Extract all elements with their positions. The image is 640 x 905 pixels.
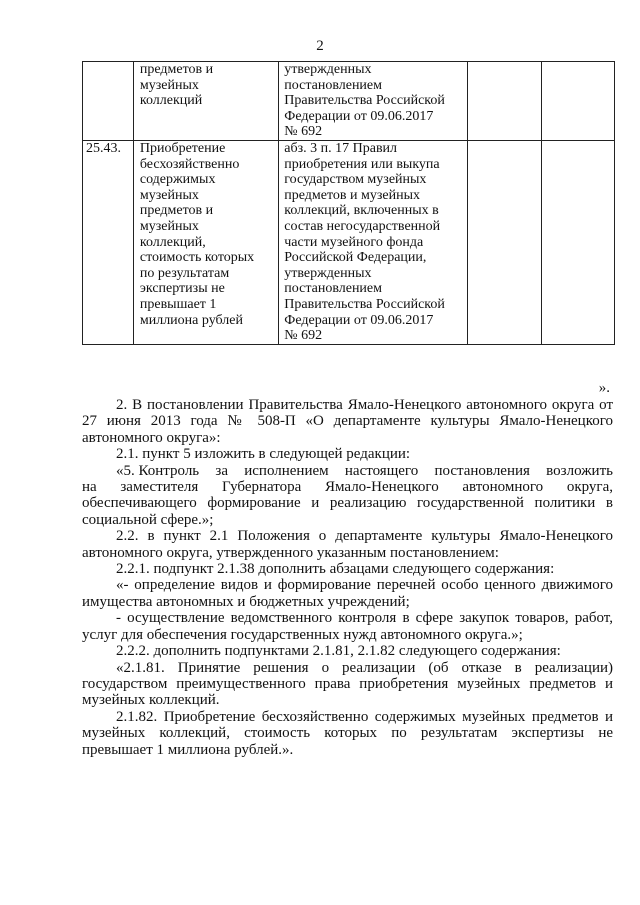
text-fragment: на [82, 479, 97, 496]
table-cell-empty [542, 140, 615, 344]
paragraph: 2.1. пункт 5 изложить в следующей редакции: [116, 446, 411, 463]
paragraph: 2.2.1. подпункт 2.1.38 дополнить абзацами следующего содержания: [116, 561, 555, 578]
text-fragment: «5. Контроль [116, 462, 200, 479]
text-fragment: постановления [434, 462, 530, 479]
paragraph: «2.1.81. Принятие решения о реализации (об отказе в реализации) государством преимущественного права приобретения музейных предметов и музейных коллекций. [82, 659, 613, 709]
text-fragment: исполнением [244, 462, 329, 479]
paragraph-line [82, 479, 613, 495]
page-number: 2 [316, 38, 324, 54]
text-fragment: настоящего [344, 462, 419, 479]
paragraph: 2.2. в пункт 2.1 Положения о департаменте культуры Ямало-Ненецкого автономного округа, утвержденного указанным постановлением: [82, 528, 613, 561]
regulation-table [82, 61, 615, 345]
paragraph-line [82, 463, 613, 479]
document-body [82, 397, 613, 758]
paragraph: обеспечивающего формирование и реализацию государственной политики в социальной сфере.»; [82, 495, 613, 528]
text-fragment: округа, [566, 479, 613, 496]
paragraph: 2.2.2. дополнить подпунктами 2.1.81, 2.1.82 следующего содержания: [116, 643, 561, 660]
table-cell-name: предметов и музейных коллекций [133, 62, 278, 141]
table-row [83, 140, 615, 344]
table-cell-empty [468, 62, 542, 141]
table-cell-basis: утвержденных постановлением Правительства Российской Федерации от 09.06.2017 № 692 [279, 62, 468, 141]
text-fragment: заместителя [120, 479, 199, 496]
text-fragment: за [215, 462, 228, 479]
table-cell-basis: абз. 3 п. 17 Правил приобретения или выкупа государством музейных предметов и музейных коллекций, включенных в состав негосударственной части музейного фонда Российской Федерации, утвержденных постановлением Правительства Российской Федерации от 09.06.2017 № 692 [279, 140, 468, 344]
closing-quote-mark: ». [598, 380, 610, 396]
paragraph: - осуществление ведомственного контроля в сфере закупок товаров, работ, услуг для обеспечения государственных нужд автономного округа.»; [82, 610, 613, 643]
table-cell-name: Приобретение бесхозяйственно содержимых музейных предметов и музейных коллекций, стоимость которых по результатам экспертизы не превышает 1 миллиона рублей [133, 140, 278, 344]
table-cell-empty [542, 62, 615, 141]
text-fragment: Ямало-Ненецкого [325, 479, 439, 496]
paragraph: 2.1.82. Приобретение бесхозяйственно содержимых музейных предметов и музейных коллекций, стоимость которых по результатам экспертизы не превышает 1 миллиона рублей.». [82, 708, 613, 758]
paragraph: 2. В постановлении Правительства Ямало-Ненецкого автономного округа от 27 июня 2013 года № 508-П «О департаменте культуры Ямало-Ненецкого автономного округа»: [82, 397, 613, 446]
table-cell-number [83, 62, 134, 141]
paragraph: «- определение видов и формирование перечней особо ценного движимого имущества автономных и бюджетных учреждений; [82, 577, 613, 610]
table-cell-number: 25.43. [83, 140, 134, 344]
text-fragment: автономного [462, 479, 544, 496]
text-fragment: возложить [546, 462, 613, 479]
table-row [83, 62, 615, 141]
text-fragment: Губернатора [222, 479, 302, 496]
table-cell-empty [468, 140, 542, 344]
